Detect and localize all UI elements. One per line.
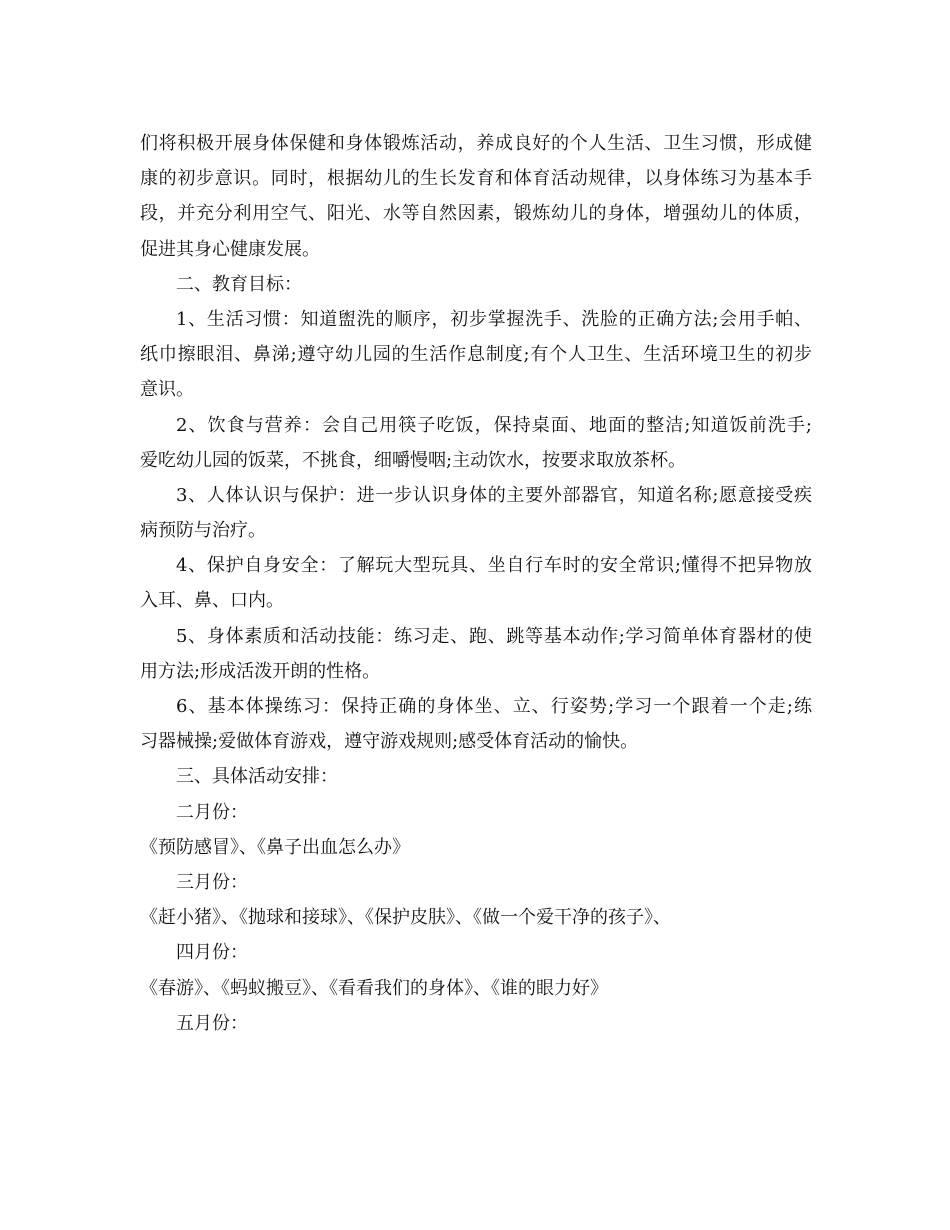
- paragraph-line: 爱吃幼儿园的饭菜，不挑食，细嚼慢咽;主动饮水，按要求取放茶杯。: [140, 449, 687, 471]
- paragraph-line: 病预防与治疗。: [140, 520, 266, 542]
- paragraph-line: 习器械操;爱做体育游戏，遵守游戏规则;感受体育活动的愉快。: [140, 731, 639, 753]
- month-heading: 二月份：: [176, 801, 248, 823]
- activity-list: 《预防感冒》、《鼻子出血怎么办》: [140, 836, 410, 858]
- month-heading: 四月份：: [176, 942, 248, 964]
- paragraph-line: 6、基本体操练习：保持正确的身体坐、立、行姿势;学习一个跟着一个走;练: [176, 696, 812, 717]
- paragraph-line: 纸巾擦眼泪、鼻涕;遵守幼儿园的生活作息制度;有个人卫生、生活环境卫生的初步: [140, 344, 812, 366]
- section-heading: 三、具体活动安排：: [176, 766, 338, 788]
- paragraph-line: 们将积极开展身体保健和身体锻炼活动，养成良好的个人生活、卫生习惯，形成健: [140, 133, 812, 154]
- activity-list: 《春游》、《蚂蚁搬豆》、《看看我们的身体》、《谁的眼力好》: [140, 977, 608, 999]
- paragraph-line: 3、人体认识与保护：进一步认识身体的主要外部器官，知道名称;愿意接受疾: [176, 484, 812, 506]
- section-heading: 二、教育目标：: [176, 273, 302, 295]
- paragraph-line: 2、饮食与营养：会自己用筷子吃饭，保持桌面、地面的整洁;知道饭前洗手;: [176, 414, 812, 436]
- month-heading: 三月份：: [176, 871, 248, 893]
- activity-list: 《赶小猪》、《抛球和接球》、《保护皮肤》、《做一个爱干净的孩子》、: [140, 907, 671, 929]
- document-body: [140, 126, 812, 1041]
- paragraph-line: 促进其身心健康发展。: [140, 238, 320, 260]
- month-heading: 五月份：: [176, 1012, 248, 1034]
- paragraph-line: 1、生活习惯：知道盥洗的顺序，初步掌握洗手、洗脸的正确方法;会用手帕、: [176, 308, 812, 330]
- paragraph-line: 段，并充分利用空气、阳光、水等自然因素，锻炼幼儿的身体，增强幼儿的体质，: [140, 203, 812, 225]
- paragraph-line: 用方法;形成活泼开朗的性格。: [140, 660, 381, 682]
- paragraph-line: 4、保护自身安全：了解玩大型玩具、坐自行车时的安全常识;懂得不把异物放: [176, 555, 812, 577]
- paragraph-line: 5、身体素质和活动技能：练习走、跑、跳等基本动作;学习简单体育器材的使: [176, 625, 812, 647]
- paragraph-line: 意识。: [140, 379, 194, 401]
- paragraph-line: 入耳、鼻、口内。: [140, 590, 284, 612]
- paragraph-line: 康的初步意识。同时，根据幼儿的生长发育和体育活动规律，以身体练习为基本手: [140, 168, 812, 190]
